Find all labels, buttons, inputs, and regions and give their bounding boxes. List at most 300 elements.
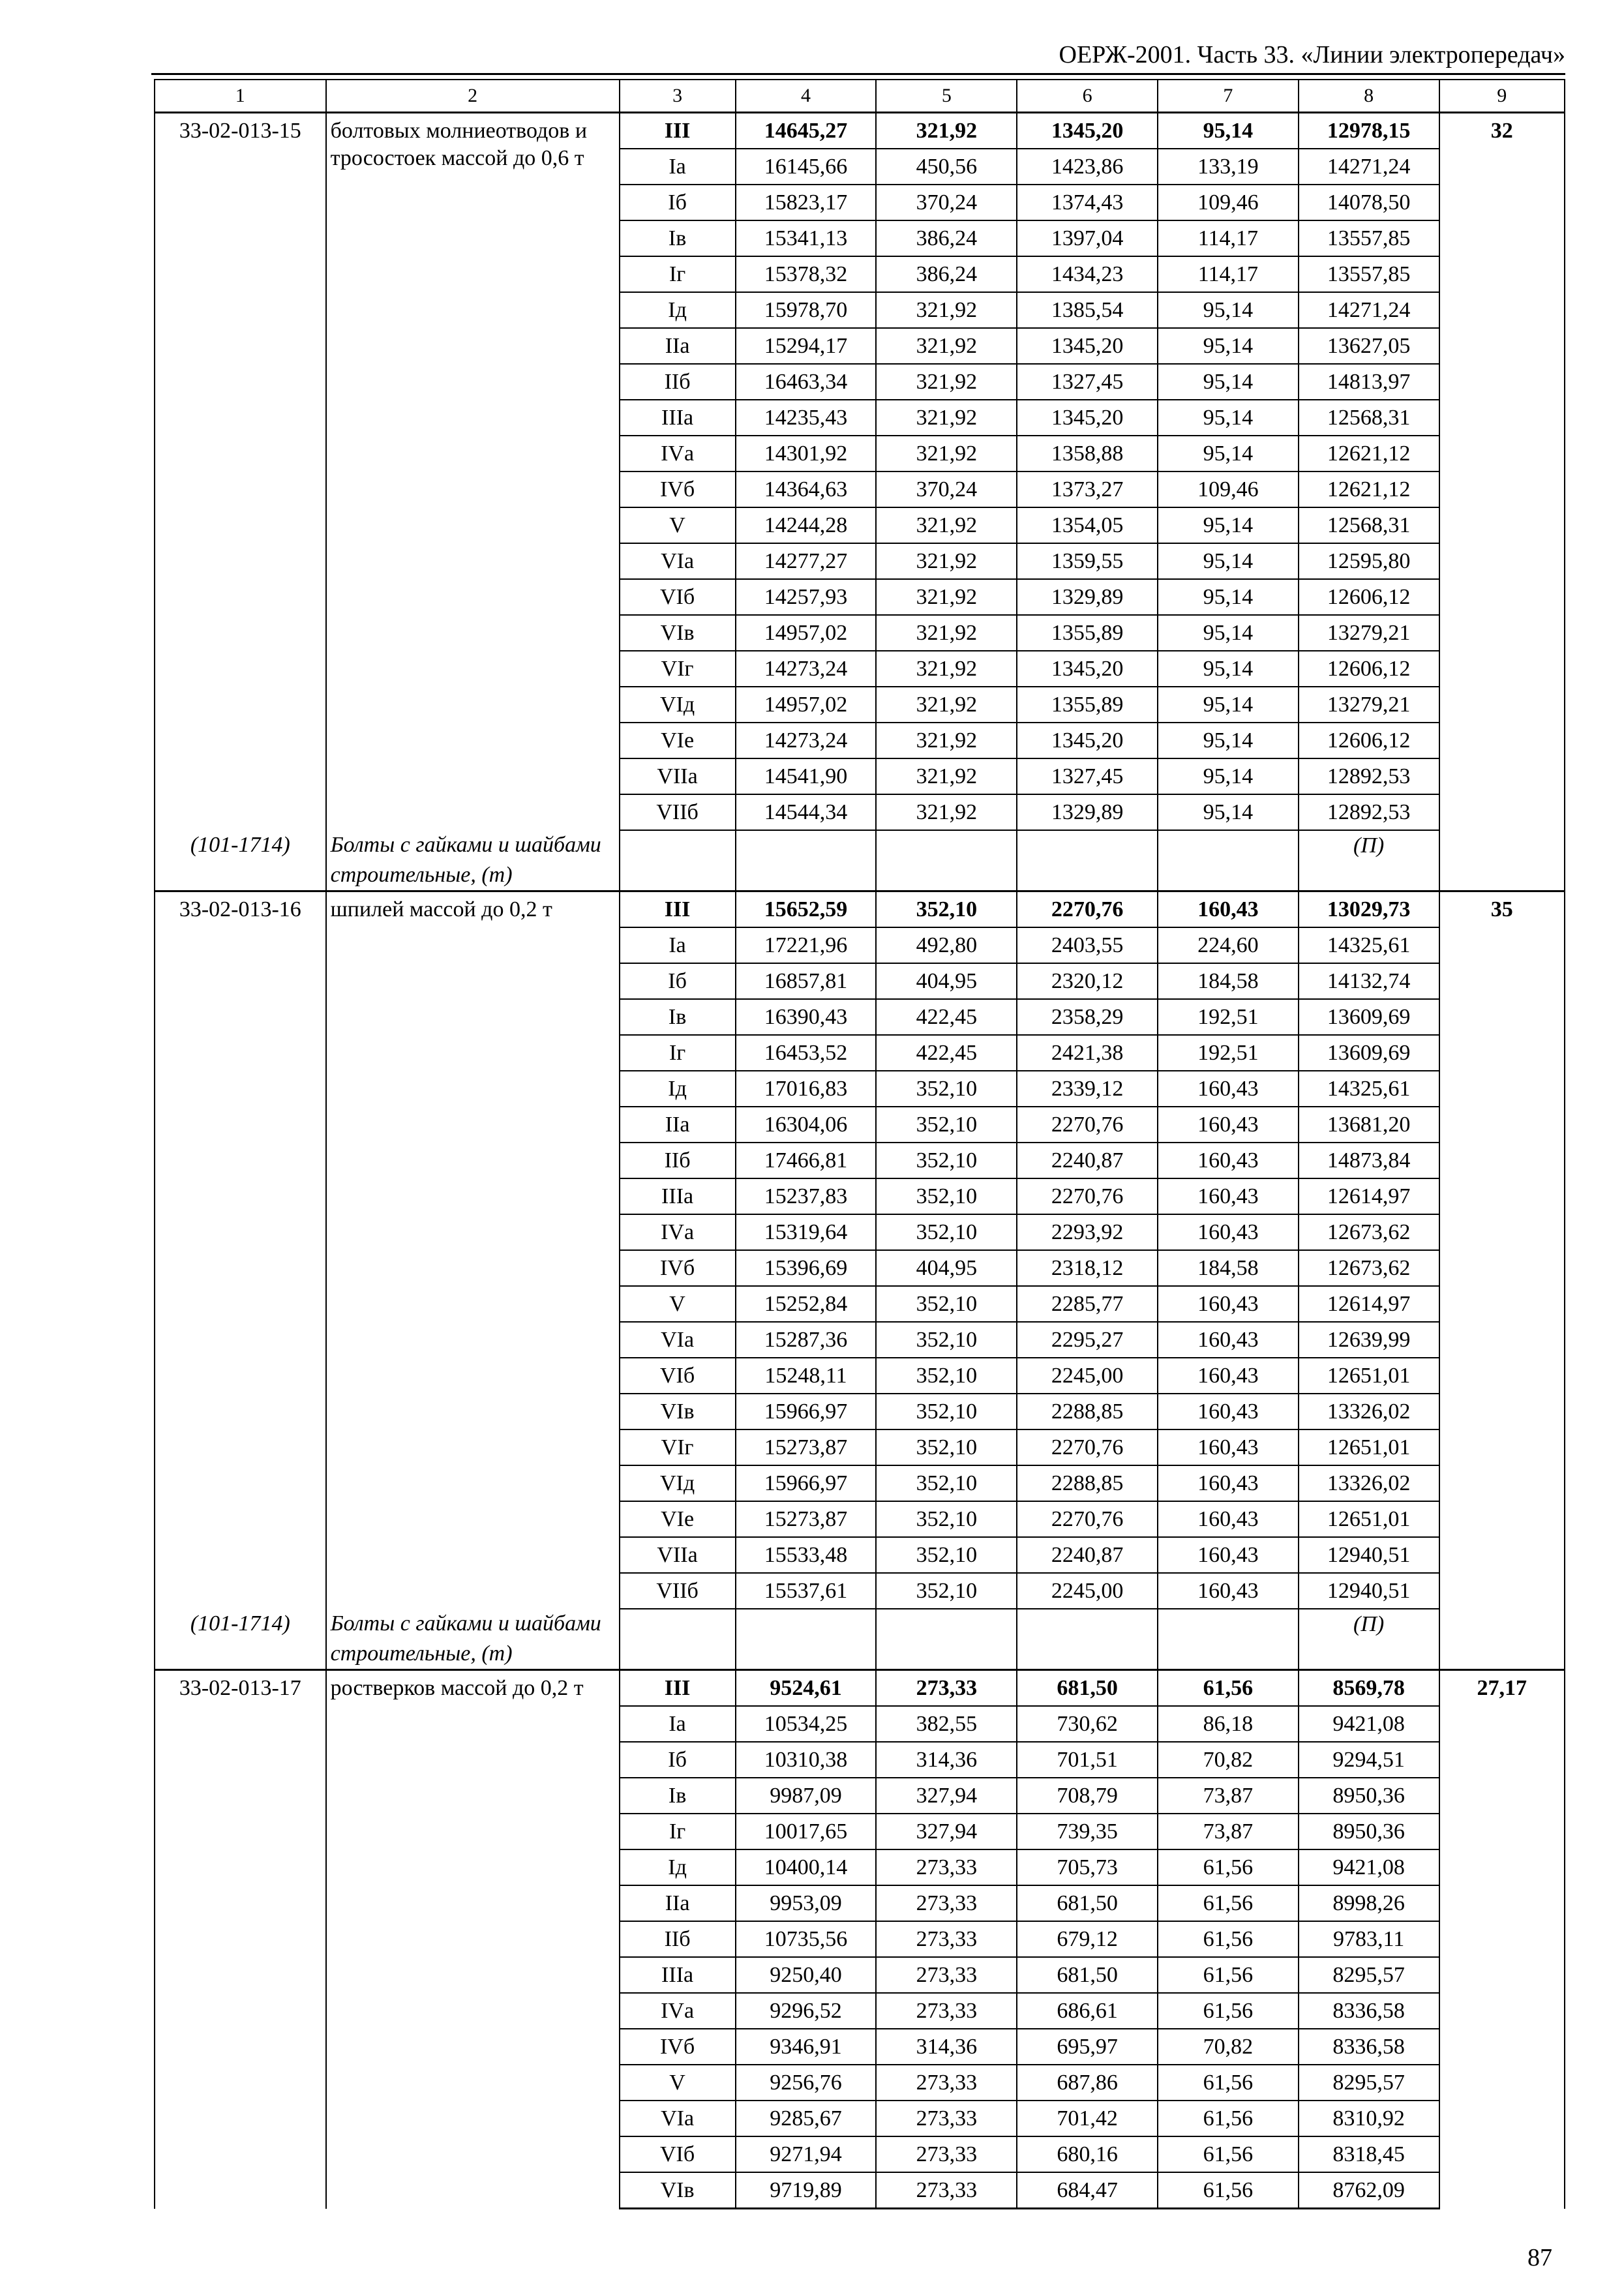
zone-cell: Iа [620,1706,736,1742]
value-cell: 492,80 [876,927,1017,963]
zone-cell: VIб [620,2136,736,2172]
zone-cell: III [620,113,736,149]
zone-cell: III [620,891,736,928]
value-cell: 2270,76 [1017,1429,1158,1465]
value-cell: 2240,87 [1017,1143,1158,1178]
blank-cell [876,830,1017,891]
blank-cell [1017,1609,1158,1670]
value-cell: 14957,02 [736,687,877,723]
value-cell: 61,56 [1158,1993,1299,2029]
blank-cell [1158,830,1299,891]
value-cell: 9296,52 [736,1993,877,2029]
zone-cell: Iв [620,1778,736,1814]
zone-cell: V [620,2065,736,2101]
zone-cell: VIIб [620,1573,736,1609]
value-cell: 14541,90 [736,758,877,794]
value-cell: 12606,12 [1299,579,1439,615]
zone-cell: VIв [620,1394,736,1429]
value-cell: 1345,20 [1017,113,1158,149]
value-cell: 1359,55 [1017,543,1158,579]
value-cell: 160,43 [1158,1107,1299,1143]
value-cell: 16857,81 [736,963,877,999]
value-cell: 15273,87 [736,1501,877,1537]
value-cell: 95,14 [1158,436,1299,471]
value-cell: 95,14 [1158,113,1299,149]
value-cell: 10017,65 [736,1814,877,1849]
value-cell: 160,43 [1158,1394,1299,1429]
table-body [155,80,1565,2209]
value-cell: 9783,11 [1299,1921,1439,1957]
value-cell: 8950,36 [1299,1778,1439,1814]
value-cell: 14325,61 [1299,927,1439,963]
zone-cell: IVа [620,1993,736,2029]
value-cell: 1374,43 [1017,185,1158,220]
value-cell: 13609,69 [1299,1035,1439,1071]
rate-code: 33-02-013-15 [155,113,326,831]
zone-cell: Iг [620,1035,736,1071]
value-cell: 14235,43 [736,400,877,436]
value-cell: 15273,87 [736,1429,877,1465]
value-cell: 61,56 [1158,2065,1299,2101]
value-cell: 160,43 [1158,1358,1299,1394]
value-cell: 192,51 [1158,999,1299,1035]
value-cell: 1358,88 [1017,436,1158,471]
value-cell: 70,82 [1158,1742,1299,1778]
value-cell: 404,95 [876,963,1017,999]
rate-code: 33-02-013-17 [155,1670,326,2209]
value-cell: 12606,12 [1299,723,1439,758]
value-cell: 321,92 [876,400,1017,436]
value-cell: 9421,08 [1299,1849,1439,1885]
value-cell: 10400,14 [736,1849,877,1885]
value-cell: 160,43 [1158,1465,1299,1501]
zone-cell: Iа [620,149,736,185]
value-cell: 314,36 [876,1742,1017,1778]
resource-class: (П) [1299,1609,1439,1670]
value-cell: 273,33 [876,1885,1017,1921]
value-cell: 16304,06 [736,1107,877,1143]
zone-cell: IIа [620,1885,736,1921]
value-cell: 352,10 [876,1465,1017,1501]
value-cell: 1385,54 [1017,292,1158,328]
value-cell: 61,56 [1158,2101,1299,2136]
value-cell: 327,94 [876,1778,1017,1814]
value-cell: 701,42 [1017,2101,1158,2136]
value-cell: 2320,12 [1017,963,1158,999]
value-cell: 9524,61 [736,1670,877,1707]
value-cell: 14132,74 [1299,963,1439,999]
value-cell: 12651,01 [1299,1429,1439,1465]
value-cell: 352,10 [876,1501,1017,1537]
value-cell: 192,51 [1158,1035,1299,1071]
zone-cell: VIа [620,543,736,579]
resource-name: Болты с гайками и шайбами строительные, (т) [326,830,620,891]
rates-table [154,79,1565,2209]
zone-cell: Iд [620,1849,736,1885]
zone-cell: IIа [620,1107,736,1143]
value-cell: 15396,69 [736,1250,877,1286]
value-cell: 95,14 [1158,364,1299,400]
value-cell: 708,79 [1017,1778,1158,1814]
zone-cell: Iб [620,963,736,999]
value-cell: 15378,32 [736,256,877,292]
value-cell: 15248,11 [736,1358,877,1394]
value-cell: 61,56 [1158,1957,1299,1993]
rate-code: 33-02-013-16 [155,891,326,1609]
column-number: 6 [1017,80,1158,113]
blank-cell [620,830,736,891]
value-cell: 14957,02 [736,615,877,651]
value-cell: 14271,24 [1299,292,1439,328]
value-cell: 15652,59 [736,891,877,928]
zone-cell: VIг [620,1429,736,1465]
zone-cell: Iб [620,185,736,220]
value-cell: 16390,43 [736,999,877,1035]
zone-cell: V [620,1286,736,1322]
value-cell: 422,45 [876,999,1017,1035]
value-cell: 9256,76 [736,2065,877,2101]
value-cell: 15537,61 [736,1573,877,1609]
value-cell: 8310,92 [1299,2101,1439,2136]
value-cell: 224,60 [1158,927,1299,963]
zone-cell: IVа [620,1214,736,1250]
value-cell: 9250,40 [736,1957,877,1993]
value-cell: 1434,23 [1017,256,1158,292]
value-cell: 95,14 [1158,687,1299,723]
zone-cell: Iа [620,927,736,963]
value-cell: 16145,66 [736,149,877,185]
value-cell: 681,50 [1017,1885,1158,1921]
value-cell: 61,56 [1158,1885,1299,1921]
zone-cell: IVб [620,471,736,507]
value-cell: 9271,94 [736,2136,877,2172]
value-cell: 95,14 [1158,328,1299,364]
zone-cell: IIIа [620,1957,736,1993]
zone-cell: IIIа [620,1178,736,1214]
zone-cell: IIб [620,364,736,400]
value-cell: 352,10 [876,1537,1017,1573]
column-number: 2 [326,80,620,113]
resource-name: Болты с гайками и шайбами строительные, (т) [326,1609,620,1670]
value-cell: 314,36 [876,2029,1017,2065]
value-cell: 109,46 [1158,471,1299,507]
value-cell: 321,92 [876,364,1017,400]
value-cell: 9285,67 [736,2101,877,2136]
value-cell: 8295,57 [1299,1957,1439,1993]
value-cell: 160,43 [1158,1214,1299,1250]
value-cell: 1354,05 [1017,507,1158,543]
value-cell: 14301,92 [736,436,877,471]
value-cell: 12621,12 [1299,471,1439,507]
value-cell: 8998,26 [1299,1885,1439,1921]
value-cell: 1327,45 [1017,758,1158,794]
value-cell: 14364,63 [736,471,877,507]
value-cell: 681,50 [1017,1670,1158,1707]
value-cell: 95,14 [1158,543,1299,579]
value-cell: 14273,24 [736,723,877,758]
value-cell: 2285,77 [1017,1286,1158,1322]
zone-cell: VIд [620,687,736,723]
value-cell: 386,24 [876,220,1017,256]
value-cell: 386,24 [876,256,1017,292]
value-cell: 14544,34 [736,794,877,830]
value-cell: 321,92 [876,651,1017,687]
value-cell: 2403,55 [1017,927,1158,963]
blank-cell [1158,1609,1299,1670]
value-cell: 14271,24 [1299,149,1439,185]
value-cell: 1327,45 [1017,364,1158,400]
value-cell: 273,33 [876,1849,1017,1885]
value-cell: 8295,57 [1299,2065,1439,2101]
value-cell: 13627,05 [1299,328,1439,364]
value-cell: 12651,01 [1299,1501,1439,1537]
value-cell: 679,12 [1017,1921,1158,1957]
blank-cell [1017,830,1158,891]
value-cell: 95,14 [1158,507,1299,543]
value-cell: 739,35 [1017,1814,1158,1849]
value-cell: 17466,81 [736,1143,877,1178]
column-number: 3 [620,80,736,113]
value-cell: 17221,96 [736,927,877,963]
column-number-row [155,80,1565,113]
value-cell: 95,14 [1158,400,1299,436]
value-cell: 1423,86 [1017,149,1158,185]
value-cell: 12978,15 [1299,113,1439,149]
value-cell: 352,10 [876,1358,1017,1394]
resource-code: (101-1714) [155,1609,326,1670]
value-cell: 1345,20 [1017,328,1158,364]
value-cell: 15966,97 [736,1465,877,1501]
value-cell: 12651,01 [1299,1358,1439,1394]
value-cell: 2270,76 [1017,1107,1158,1143]
value-cell: 14078,50 [1299,185,1439,220]
value-cell: 12614,97 [1299,1286,1439,1322]
value-cell: 9421,08 [1299,1706,1439,1742]
zone-cell: VIв [620,2172,736,2209]
blank-cell [876,1609,1017,1670]
value-cell: 12614,97 [1299,1178,1439,1214]
labor-cell: 35 [1439,891,1565,1670]
value-cell: 9346,91 [736,2029,877,2065]
value-cell: 14244,28 [736,507,877,543]
value-cell: 61,56 [1158,1921,1299,1957]
value-cell: 61,56 [1158,1670,1299,1707]
value-cell: 61,56 [1158,2172,1299,2209]
value-cell: 15533,48 [736,1537,877,1573]
value-cell: 2421,38 [1017,1035,1158,1071]
value-cell: 13681,20 [1299,1107,1439,1143]
value-cell: 686,61 [1017,1993,1158,2029]
value-cell: 8950,36 [1299,1814,1439,1849]
value-cell: 352,10 [876,1286,1017,1322]
table-row [155,1670,1565,1707]
zone-cell: Iб [620,1742,736,1778]
zone-cell: IIIа [620,400,736,436]
blank-cell [736,1609,877,1670]
column-number: 4 [736,80,877,113]
value-cell: 273,33 [876,2172,1017,2209]
value-cell: 321,92 [876,758,1017,794]
value-cell: 730,62 [1017,1706,1158,1742]
zone-cell: Iд [620,292,736,328]
zone-cell: VIд [620,1465,736,1501]
value-cell: 95,14 [1158,723,1299,758]
resource-class: (П) [1299,830,1439,891]
value-cell: 160,43 [1158,1071,1299,1107]
work-name: шпилей массой до 0,2 т [326,891,620,1609]
value-cell: 13326,02 [1299,1394,1439,1429]
value-cell: 95,14 [1158,292,1299,328]
value-cell: 95,14 [1158,651,1299,687]
value-cell: 12606,12 [1299,651,1439,687]
value-cell: 61,56 [1158,1849,1299,1885]
value-cell: 160,43 [1158,1429,1299,1465]
value-cell: 12940,51 [1299,1573,1439,1609]
value-cell: 8336,58 [1299,1993,1439,2029]
zone-cell: IVа [620,436,736,471]
work-name: ростверков массой до 0,2 т [326,1670,620,2209]
value-cell: 681,50 [1017,1957,1158,1993]
zone-cell: IIа [620,328,736,364]
value-cell: 321,92 [876,113,1017,149]
value-cell: 184,58 [1158,1250,1299,1286]
value-cell: 13029,73 [1299,891,1439,928]
zone-cell: VIв [620,615,736,651]
work-name: болтовых молниеотводов и тросостоек массой до 0,6 т [326,113,620,831]
zone-cell: III [620,1670,736,1707]
value-cell: 352,10 [876,1071,1017,1107]
labor-cell: 32 [1439,113,1565,891]
value-cell: 15237,83 [736,1178,877,1214]
value-cell: 680,16 [1017,2136,1158,2172]
value-cell: 422,45 [876,1035,1017,1071]
value-cell: 73,87 [1158,1778,1299,1814]
value-cell: 404,95 [876,1250,1017,1286]
value-cell: 8762,09 [1299,2172,1439,2209]
value-cell: 160,43 [1158,1501,1299,1537]
table-row [155,113,1565,149]
zone-cell: VIIа [620,758,736,794]
value-cell: 352,10 [876,1394,1017,1429]
blank-cell [736,830,877,891]
value-cell: 2288,85 [1017,1465,1158,1501]
value-cell: 15966,97 [736,1394,877,1429]
header-rule [151,73,1565,75]
value-cell: 15319,64 [736,1214,877,1250]
value-cell: 273,33 [876,1993,1017,2029]
value-cell: 14645,27 [736,113,877,149]
value-cell: 382,55 [876,1706,1017,1742]
value-cell: 8569,78 [1299,1670,1439,1707]
value-cell: 160,43 [1158,1322,1299,1358]
value-cell: 273,33 [876,1921,1017,1957]
value-cell: 1329,89 [1017,579,1158,615]
value-cell: 2358,29 [1017,999,1158,1035]
value-cell: 2295,27 [1017,1322,1158,1358]
value-cell: 321,92 [876,292,1017,328]
value-cell: 14257,93 [736,579,877,615]
value-cell: 321,92 [876,615,1017,651]
value-cell: 273,33 [876,1670,1017,1707]
value-cell: 9719,89 [736,2172,877,2209]
zone-cell: VIе [620,723,736,758]
column-number: 1 [155,80,326,113]
value-cell: 321,92 [876,507,1017,543]
value-cell: 160,43 [1158,1286,1299,1322]
column-number: 8 [1299,80,1439,113]
value-cell: 687,86 [1017,2065,1158,2101]
table-row [155,891,1565,928]
value-cell: 370,24 [876,185,1017,220]
zone-cell: Iг [620,256,736,292]
value-cell: 10310,38 [736,1742,877,1778]
value-cell: 13557,85 [1299,220,1439,256]
zone-cell: IVб [620,1250,736,1286]
value-cell: 1345,20 [1017,400,1158,436]
value-cell: 95,14 [1158,758,1299,794]
column-number: 9 [1439,80,1565,113]
value-cell: 13279,21 [1299,687,1439,723]
value-cell: 13557,85 [1299,256,1439,292]
blank-cell [620,1609,736,1670]
zone-cell: VIе [620,1501,736,1537]
value-cell: 160,43 [1158,1143,1299,1178]
value-cell: 73,87 [1158,1814,1299,1849]
zone-cell: IIб [620,1921,736,1957]
value-cell: 10735,56 [736,1921,877,1957]
value-cell: 1373,27 [1017,471,1158,507]
resource-code: (101-1714) [155,830,326,891]
value-cell: 9987,09 [736,1778,877,1814]
value-cell: 352,10 [876,1178,1017,1214]
zone-cell: VIа [620,1322,736,1358]
value-cell: 12673,62 [1299,1250,1439,1286]
zone-cell: V [620,507,736,543]
value-cell: 109,46 [1158,185,1299,220]
zone-cell: Iв [620,999,736,1035]
value-cell: 2293,92 [1017,1214,1158,1250]
value-cell: 14813,97 [1299,364,1439,400]
value-cell: 16463,34 [736,364,877,400]
value-cell: 70,82 [1158,2029,1299,2065]
value-cell: 2270,76 [1017,1178,1158,1214]
value-cell: 13279,21 [1299,615,1439,651]
value-cell: 12673,62 [1299,1214,1439,1250]
value-cell: 352,10 [876,1429,1017,1465]
value-cell: 701,51 [1017,1742,1158,1778]
value-cell: 321,92 [876,687,1017,723]
column-number: 7 [1158,80,1299,113]
value-cell: 95,14 [1158,579,1299,615]
value-cell: 450,56 [876,149,1017,185]
value-cell: 95,14 [1158,615,1299,651]
value-cell: 273,33 [876,1957,1017,1993]
page-number: 87 [1527,2244,1552,2271]
value-cell: 14325,61 [1299,1071,1439,1107]
value-cell: 160,43 [1158,1537,1299,1573]
value-cell: 2270,76 [1017,1501,1158,1537]
value-cell: 12595,80 [1299,543,1439,579]
value-cell: 352,10 [876,1107,1017,1143]
zone-cell: VIг [620,651,736,687]
value-cell: 2245,00 [1017,1358,1158,1394]
zone-cell: IVб [620,2029,736,2065]
value-cell: 95,14 [1158,794,1299,830]
value-cell: 321,92 [876,579,1017,615]
value-cell: 327,94 [876,1814,1017,1849]
labor-cell: 27,17 [1439,1670,1565,2209]
value-cell: 12892,53 [1299,758,1439,794]
